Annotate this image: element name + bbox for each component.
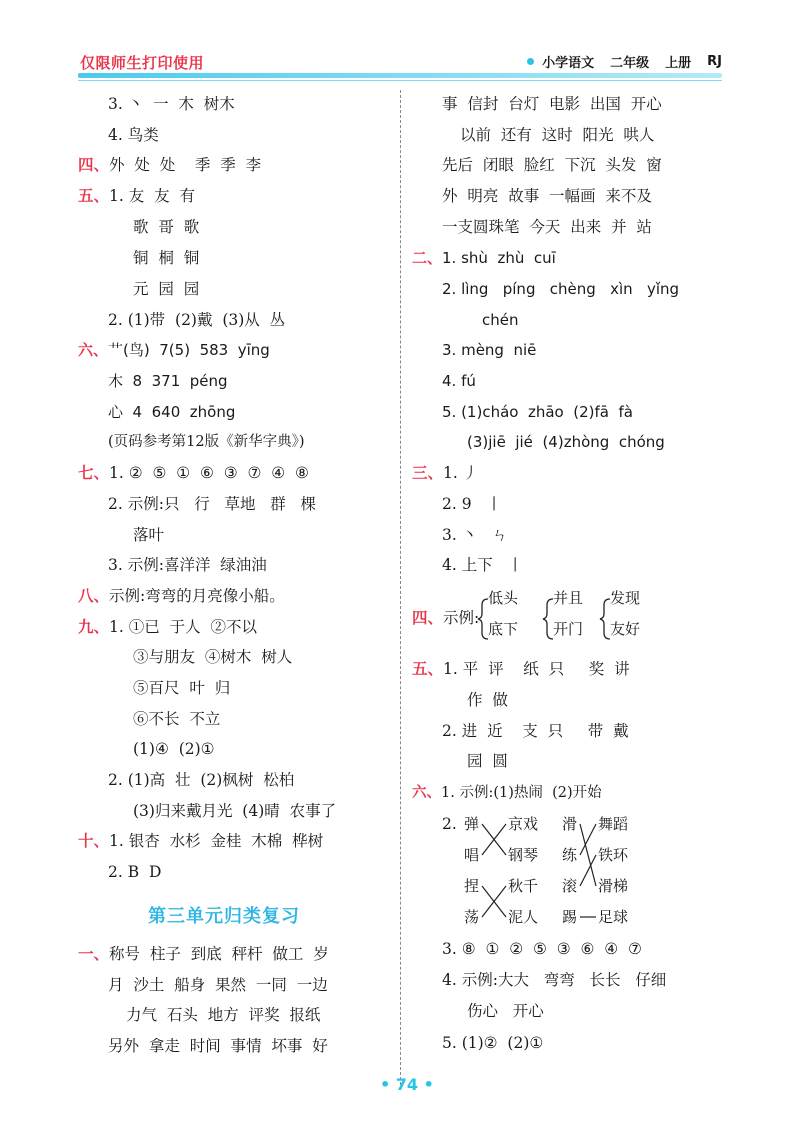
answer-line: 伤心 开心 — [467, 1002, 544, 1020]
word-pair: 友好 — [610, 620, 641, 638]
section-mark: 二、 — [412, 249, 443, 267]
answer-line: 5. (1)② (2)① — [442, 1034, 544, 1052]
answer-line: 3. mèng niē — [442, 341, 537, 359]
answer-line: 另外 拿走 时间 事情 坏事 好 — [108, 1037, 328, 1055]
answer-line: 月 沙土 船身 果然 一同 一边 — [108, 976, 328, 994]
answer-line: 4. fú — [442, 372, 476, 390]
match-left: 滑 — [562, 815, 578, 833]
answer-line: 5. (1)cháo zhāo (2)fā fà — [442, 403, 634, 421]
match-left: 捏 — [464, 877, 480, 895]
answer-line: 三、1. 丿 — [412, 464, 479, 482]
answer-line: 心 4 640 zhōng — [108, 403, 236, 421]
match-left: 荡 — [464, 908, 480, 926]
answer-line: 铜 桐 铜 — [133, 249, 200, 267]
answer-line: 园 圆 — [467, 752, 508, 770]
answer-line: 2. lìng píng chèng xìn yǐng — [442, 280, 680, 298]
header-rule — [78, 73, 722, 78]
match-line — [482, 824, 506, 855]
answer-line: 3. 丶 ㄣ — [442, 526, 508, 544]
answer-line: 作 做 — [467, 691, 508, 709]
match-left: 练 — [562, 846, 578, 864]
answer-line: 2. 9 丨 — [442, 495, 502, 513]
subject-label: 小学语文 — [542, 56, 595, 71]
answer-line: chén — [482, 311, 519, 329]
match-line — [580, 824, 596, 855]
answer-line: ③与朋友 ④树木 树人 — [133, 648, 293, 666]
answer-line: 七、1. ② ⑤ ① ⑥ ③ ⑦ ④ ⑧ — [78, 464, 309, 482]
match-right: 舞蹈 — [598, 815, 629, 833]
answer-line: 2. (1)带 (2)戴 (3)从 丛 — [108, 311, 286, 329]
answer-line: 六、1. 示例:(1)热闹 (2)开始 — [412, 785, 602, 801]
match-right: 铁环 — [598, 846, 629, 864]
match-number: 2. — [442, 815, 457, 833]
match-right: 足球 — [598, 908, 629, 926]
brace-icon — [543, 599, 553, 639]
match-right: 秋千 — [508, 877, 539, 895]
answer-line: 2. (1)高 壮 (2)枫树 松柏 — [108, 771, 295, 789]
match-line — [482, 824, 506, 855]
answer-line: 歌 哥 歌 — [133, 218, 200, 236]
answer-line: 2. 进 近 支 只 带 戴 — [442, 722, 629, 740]
brand-banner: 仅限师生打印使用 — [80, 54, 205, 72]
answer-line: (1)④ (2)① — [133, 740, 215, 758]
edition-label: RJ — [707, 54, 722, 69]
unit-title: 第三单元归类复习 — [148, 906, 300, 927]
answer-line: 五、1. 友 友 有 — [78, 187, 195, 205]
volume-label: 上册 — [665, 56, 692, 71]
word-pair: 并且 — [553, 589, 584, 607]
page-number: • 74 • — [380, 1075, 434, 1094]
section-mark: 九、 — [78, 618, 110, 636]
section-mark: 一、 — [78, 945, 110, 963]
match-right: 钢琴 — [508, 846, 539, 864]
word-pair: 底下 — [488, 620, 519, 638]
answer-line: 一支圆珠笔 今天 出来 并 站 — [442, 218, 652, 236]
answer-line: 4. 示例:大大 弯弯 长长 仔细 — [442, 971, 667, 989]
answer-line: 4. 鸟类 — [108, 126, 159, 144]
answer-line: 二、1. shù zhù cuī — [412, 249, 556, 267]
match-left: 弹 — [464, 815, 480, 833]
match-line — [482, 886, 506, 917]
answer-line: 3. ⑧ ① ② ⑤ ③ ⑥ ④ ⑦ — [442, 940, 642, 958]
section-mark: 四、 — [412, 609, 444, 627]
answer-line: 五、1. 平 评 纸 只 奖 讲 — [412, 660, 630, 678]
brace-icon — [600, 599, 610, 639]
answer-line: (3)jiē jié (4)zhòng chóng — [467, 433, 665, 451]
answer-line: 木 8 371 péng — [108, 372, 228, 390]
answer-line: 4. 上下 丨 — [442, 556, 523, 574]
answer-line: 事 信封 台灯 电影 出国 开心 — [442, 95, 662, 113]
answer-line: 落叶 — [133, 526, 165, 544]
match-left: 踢 — [562, 908, 578, 926]
match-left: 滚 — [562, 877, 578, 895]
answer-line: 九、1. ①已 于人 ②不以 — [78, 618, 257, 636]
brace-icon — [478, 599, 488, 639]
match-line — [580, 855, 596, 886]
word-pair: 低头 — [488, 589, 519, 607]
section-mark: 六、 — [78, 341, 109, 359]
match-right: 滑梯 — [598, 877, 629, 895]
answer-line: (3)归来戴月光 (4)晴 农事了 — [133, 802, 337, 820]
section-mark: 四、 — [78, 156, 110, 174]
answer-line: 2. B D — [108, 863, 162, 881]
answer-line: 六、艹(鸟) 7(5) 583 yīng — [78, 341, 270, 359]
answer-line: 四、外 处 处 季 季 李 — [78, 156, 262, 174]
answer-line: 2. 示例:只 行 草地 群 棵 — [108, 495, 317, 513]
column-divider — [400, 90, 401, 1090]
section-mark: 六、 — [412, 785, 441, 801]
answer-line: ⑥不长 不立 — [133, 710, 221, 728]
section-mark: 七、 — [78, 464, 110, 482]
answer-line: (页码参考第12版《新华字典》) — [108, 434, 305, 450]
answer-line: 3. 示例:喜洋洋 绿油油 — [108, 556, 267, 574]
dot-icon — [527, 58, 534, 65]
section-mark: 三、 — [412, 464, 444, 482]
answer-line: 一、称号 柱子 到底 秤杆 做工 岁 — [78, 945, 329, 963]
header-rule-thin — [78, 80, 722, 81]
header-meta — [527, 52, 722, 71]
page-header — [0, 0, 800, 82]
word-pair: 开门 — [553, 620, 584, 638]
answer-line: 外 明亮 故事 一幅画 来不及 — [442, 187, 652, 205]
match-line — [580, 824, 596, 886]
answer-line: 八、示例:弯弯的月亮像小船。 — [78, 587, 285, 605]
section-mark: 五、 — [78, 187, 110, 205]
match-left: 唱 — [464, 846, 480, 864]
section-mark: 十、 — [78, 832, 110, 850]
answer-line: 先后 闭眼 脸红 下沉 头发 窗 — [442, 156, 662, 174]
answer-line: 元 园 园 — [133, 280, 200, 298]
grade-label: 二年级 — [610, 56, 650, 71]
answer-line: 3. 丶 一 木 树木 — [108, 95, 235, 113]
answer-line: 四、示例: — [412, 609, 480, 627]
answer-line: ⑤百尺 叶 归 — [133, 679, 231, 697]
answer-line: 以前 还有 这时 阳光 哄人 — [460, 126, 655, 144]
answer-line: 力气 石头 地方 评奖 报纸 — [126, 1006, 321, 1024]
match-right: 京戏 — [508, 815, 539, 833]
word-pair: 发现 — [610, 589, 641, 607]
match-right: 泥人 — [508, 908, 539, 926]
section-mark: 五、 — [412, 660, 444, 678]
match-line — [482, 886, 506, 917]
section-mark: 八、 — [78, 587, 110, 605]
answer-line: 十、1. 银杏 水杉 金桂 木棉 桦树 — [78, 832, 324, 850]
